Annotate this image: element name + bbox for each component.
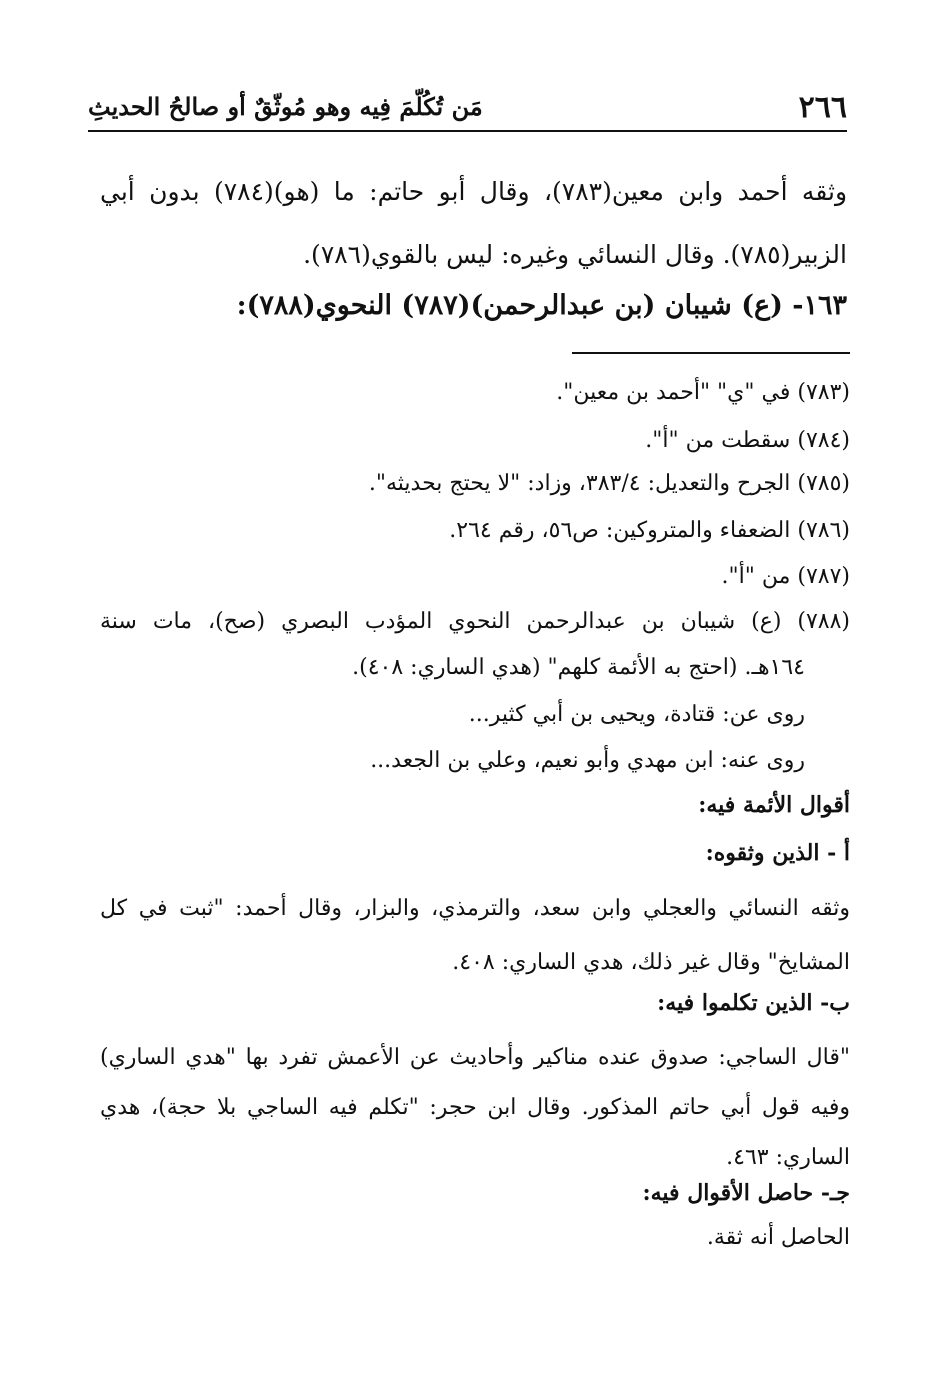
main-paragraph: وثقه أحمد وابن معين(٧٨٣)، وقال أبو حاتم: ما (هو)(٧٨٤) بدون أبي الزبير(٧٨٥). وقال النسائي وغيره: ليس بالقوي(٧٨٦). [100,177,848,269]
footnote-783: (٧٨٣) في "ي" "أحمد بن معين". [556,380,850,405]
footnote-787: (٧٨٧) من "أ". [721,564,850,589]
footnote-788-narrated-from: روى عن: قتادة، ويحيى بن أبي كثير... [468,702,805,727]
section-b-text: "قال الساجي: صدوق عنده مناكير وأحاديث عن الأعمش تفرد بها "هدي الساري) وفيه قول أبي حاتم المذكور. وقال ابن حجر: "تكلم فيه الساجي بلا حجة)، هدي الساري: ٤٦٣. [100,1045,851,1170]
footnote-separator [572,352,850,354]
footnote-786: (٧٨٦) الضعفاء والمتروكين: ص٥٦، رقم ٢٦٤. [449,518,850,543]
page-header [88,82,847,132]
running-title: مَن تُكُلّمَ فِيه وهو مُوثّقٌ أو صالحُ الحديثِ [88,92,483,121]
page-number: ٢٦٦ [798,90,847,125]
section-c-title: جـ- حاصل الأقوال فيه: [642,1180,850,1206]
footnote-788-narrated-by: روى عنه: ابن مهدي وأبو نعيم، وعلي بن الجعد... [370,748,805,773]
entry-heading: ١٦٣- (ع) شيبان (بن عبدالرحمن)(٧٨٧) النحوي(٧٨٨): [236,290,847,321]
section-a-text: وثقه النسائي والعجلي وابن سعد، والترمذي، والبزار، وقال أحمد: "ثبت في كل المشايخ" وقال غير ذلك، هدي الساري: ٤٠٨. [100,896,850,975]
section-b-title: ب- الذين تكلموا فيه: [657,990,850,1016]
footnote-788-line-1: (٧٨٨) (ع) شيبان بن عبدالرحمن النحوي المؤدب البصري (صح)، مات سنة [100,609,850,634]
footnote-788-line-2: ١٦٤هـ. (احتج به الأئمة كلهم" (هدي الساري: ٤٠٨). [352,655,805,680]
header-rule [88,130,847,132]
section-c-text: الحاصل أنه ثقة. [706,1225,850,1250]
imams-sayings-title: أقوال الأئمة فيه: [698,792,850,818]
footnote-785: (٧٨٥) الجرح والتعديل: ٣٨٣/٤، وزاد: "لا يحتج بحديثه". [368,471,850,496]
section-a-title: أ - الذين وثقوه: [705,840,850,866]
footnote-784: (٧٨٤) سقطت من "أ". [645,428,850,453]
